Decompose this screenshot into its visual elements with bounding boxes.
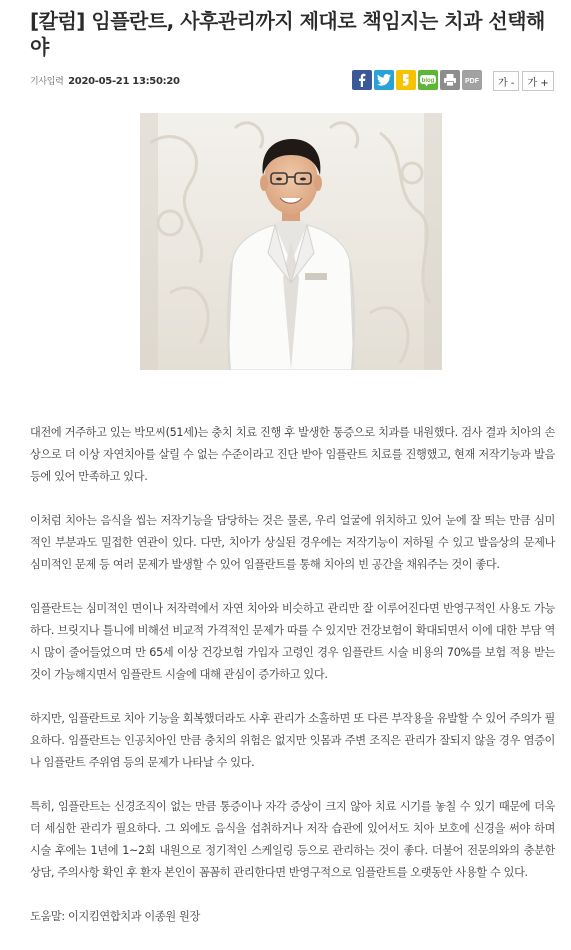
font-size-controls	[493, 71, 554, 91]
body-paragraph-2: 이처럼 치아는 음식을 씹는 저작기능을 담당하는 것은 물론, 우리 얼굴에 위치하고 있어 눈에 잘 띄는 만큼 심미적인 부분과도 밀접한 연관이 있다. 다만, 치아가 상실된 경우에는 저작기능이 저하될 수 있고 발음상의 문제나 심미적인 문제 등 여러 문제가 발생할 수 있어 임플란트를 통해 치아의 빈 공간을 채워주는 것이 좋다.	[30, 514, 555, 571]
article-meta	[30, 74, 180, 87]
body-paragraph-1: 대전에 거주하고 있는 박모씨(51세)는 충치 치료 진행 후 발생한 통증으로 치과를 내원했다. 검사 결과 치아의 손상으로 더 이상 자연치아를 살릴 수 없는 수준이라고 진단 받아 임플란트 치료를 진행했고, 현재 저작기능과 발음 등에 있어 만족하고 있다.	[30, 426, 555, 483]
blog-label: blog	[421, 78, 435, 85]
print-icon[interactable]	[440, 70, 460, 90]
body-paragraph-4: 하지만, 임플란트로 치아 기능을 회복했더라도 사후 관리가 소홀하면 또 다른 부작용을 유발할 수 있어 주의가 필요하다. 임플란트는 인공치아인 만큼 충치의 위험은 없지만 잇몸과 주변 조직은 관리가 잘되지 않을 경우 염증이나 임플란트 주위염 등의 문제가 나타날 수 있다.	[30, 712, 555, 769]
share-bar	[352, 70, 482, 90]
dentist-portrait-image	[140, 113, 442, 370]
pdf-label: PDF	[465, 78, 479, 85]
meta-label: 기사입력	[30, 77, 64, 87]
article-date: 2020-05-21 13:50:20	[68, 76, 180, 87]
pdf-icon[interactable]	[462, 70, 482, 90]
body-paragraph-3: 임플란트는 심미적인 면이나 저작력에서 자연 치아와 비슷하고 관리만 잘 이루어진다면 반영구적인 사용도 가능하다. 브릿지나 틀니에 비해선 비교적 가격적인 문제가 따를 수 있지만 건강보험이 확대되면서 이에 대한 부담 역시 많이 줄어들었으며 만 65세 이상 건강보험 가입자 고령인 경우 임플란트 시술 비용의 70%를 보험 적용 받는 것이 가능해지면서 임플란트 시술에 대해 관심이 증가하고 있다.	[30, 602, 555, 681]
article-photo	[140, 113, 442, 370]
article-credit: 도움말: 이지킴연합치과 이종원 원장	[30, 910, 200, 923]
font-increase-button[interactable]: 가 +	[522, 71, 553, 91]
blog-icon[interactable]	[418, 70, 438, 90]
article-title: [칼럼] 임플란트, 사후관리까지 제대로 책임지는 치과 선택해야	[30, 9, 545, 59]
facebook-icon[interactable]	[352, 70, 372, 90]
twitter-icon[interactable]	[374, 70, 394, 90]
article-body	[30, 422, 555, 950]
body-paragraph-5: 특히, 임플란트는 신경조직이 없는 만큼 통증이나 자각 증상이 크지 않아 치료 시기를 놓칠 수 있기 때문에 더욱더 세심한 관리가 필요하다. 그 외에도 음식을 섭취하거나 저작 습관에 있어서도 치아 보호에 신경을 써야 하며 시술 후에는 1년에 1~2회 내원으로 정기적인 스케일링 등으로 관리하는 것이 좋다. 더불어 전문의와의 충분한 상담, 주의사항 확인 후 환자 본인이 꼼꼼히 관리한다면 반영구적으로 임플란트를 오랫동안 사용할 수 있다.	[30, 800, 555, 879]
font-decrease-button[interactable]: 가 -	[493, 71, 519, 91]
kakaostory-icon[interactable]	[396, 70, 416, 90]
